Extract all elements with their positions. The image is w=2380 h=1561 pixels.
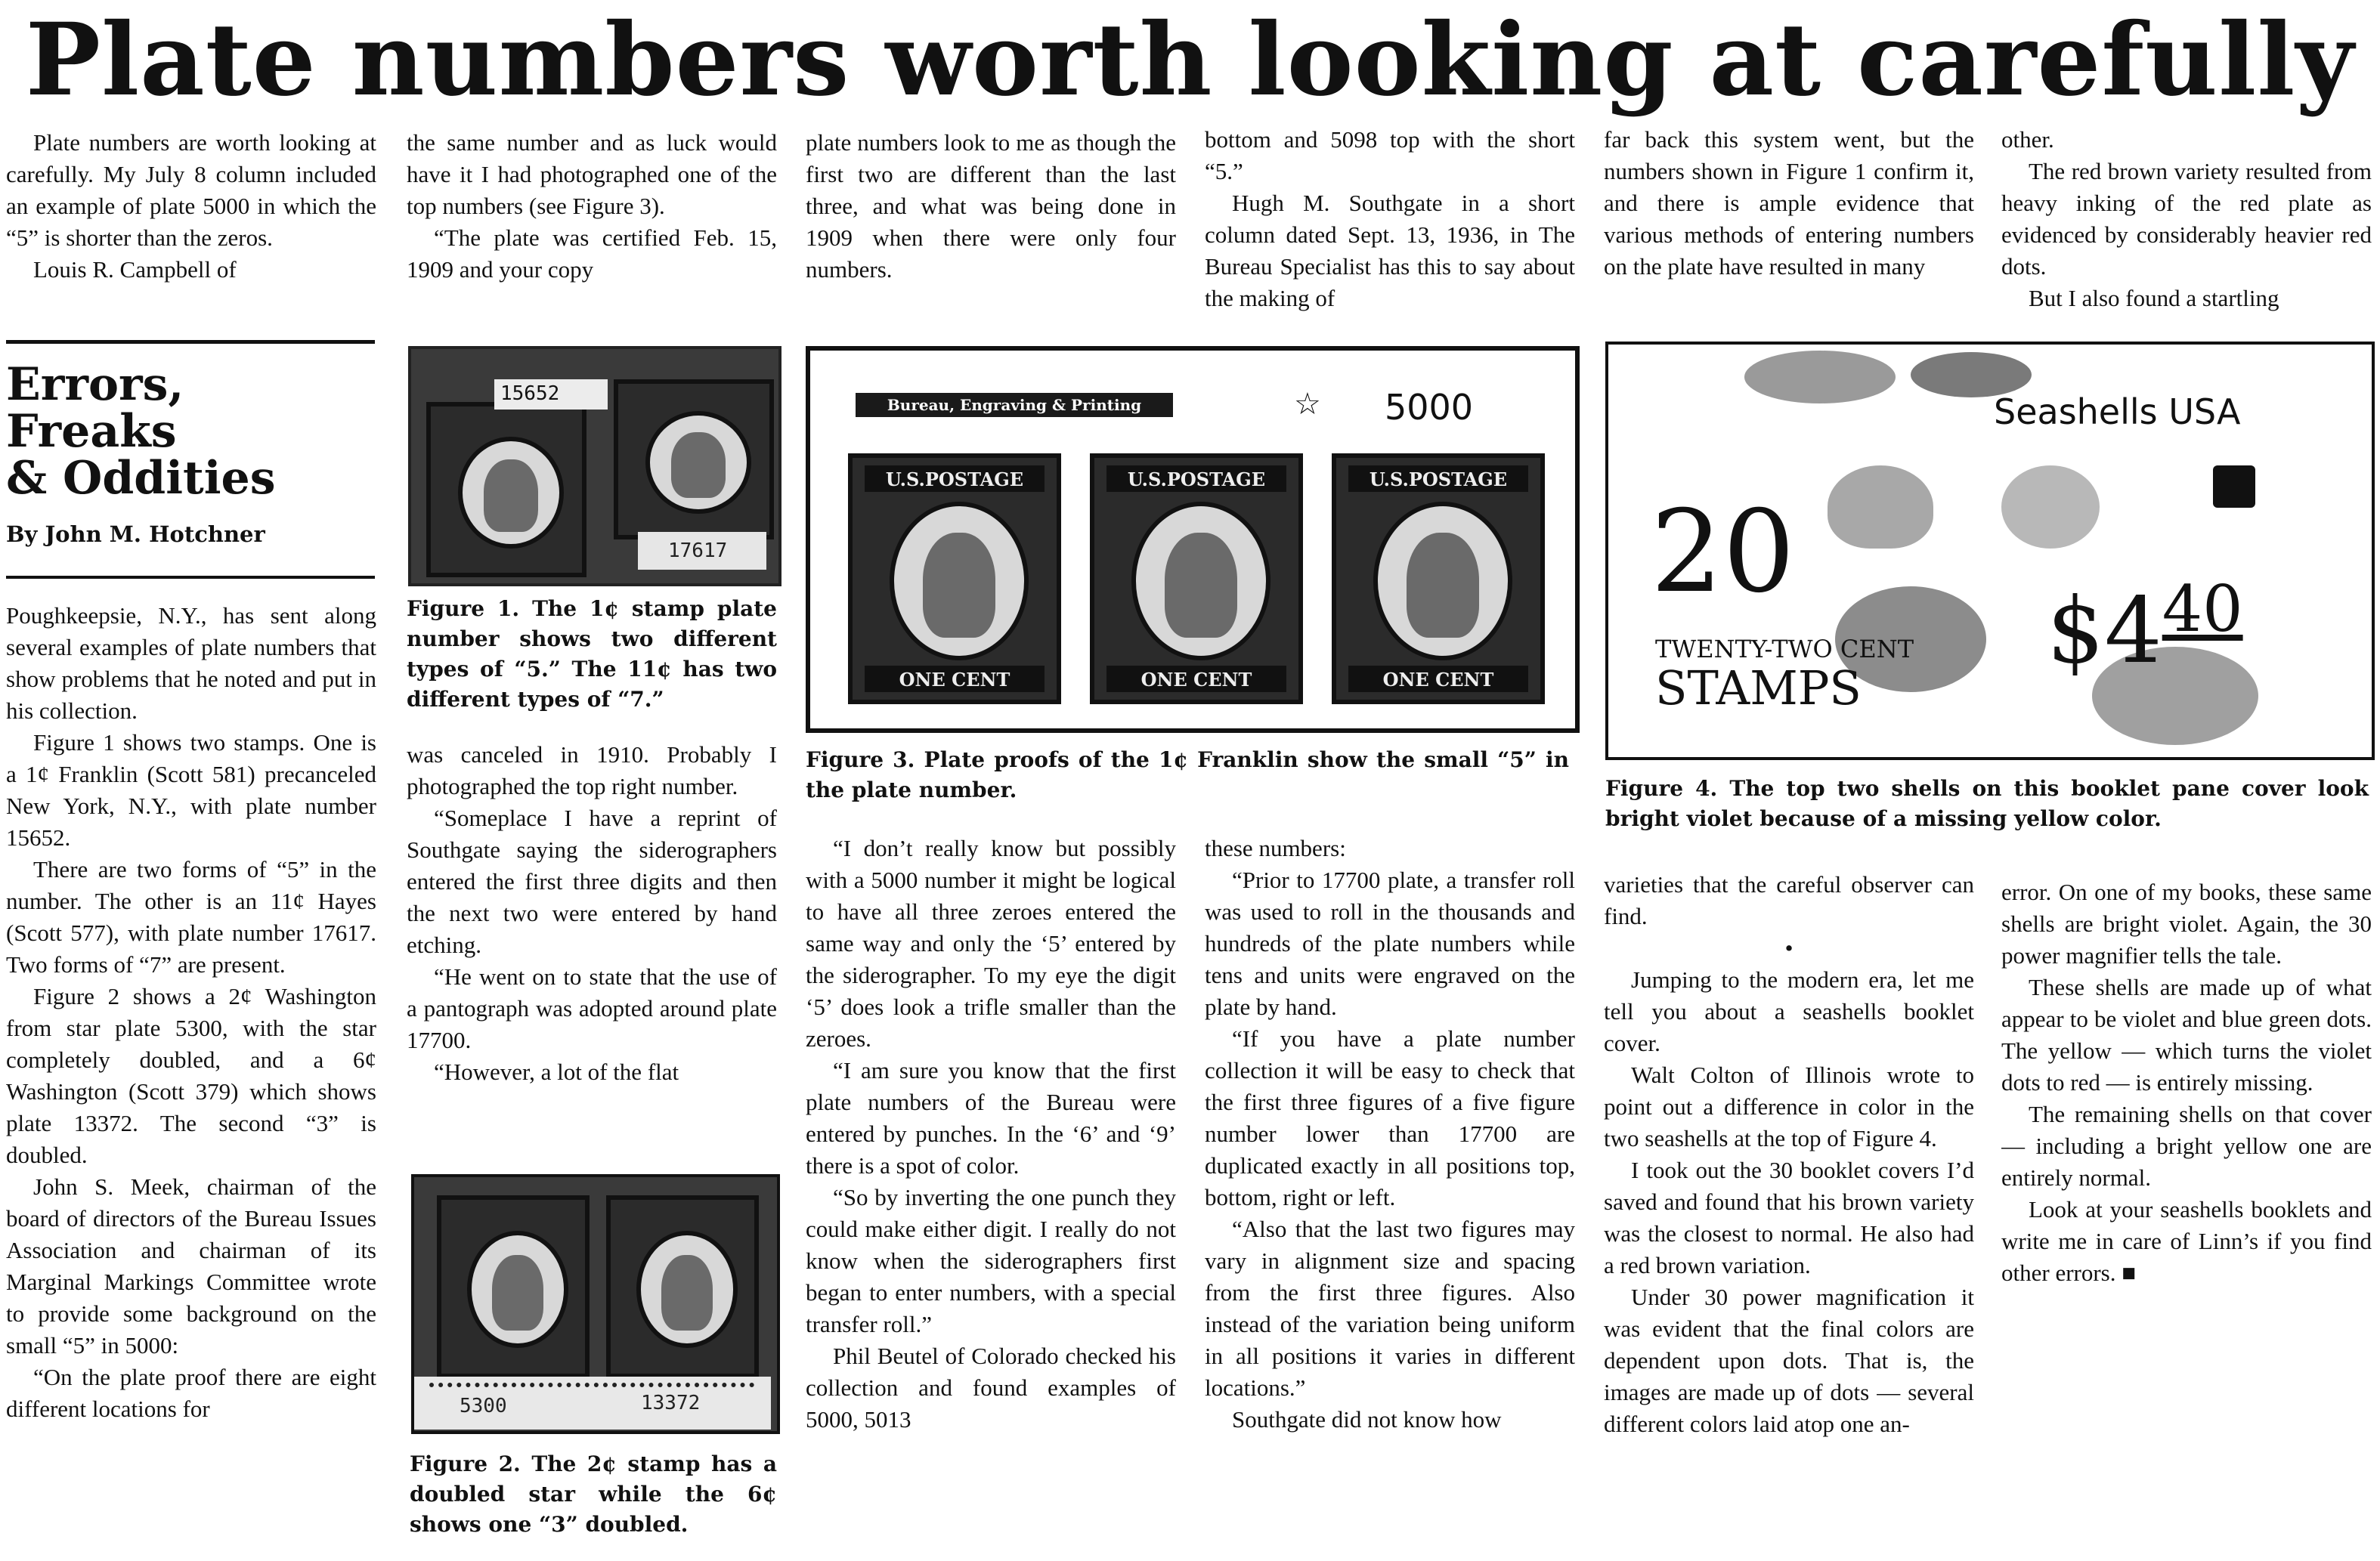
- plate-number: 13372: [641, 1392, 701, 1414]
- paragraph: Figure 2 shows a 2¢ Washington from star plate 5300, with the star completely doubled, and a 6¢ Washington (Scott 379) which shows plate 13372. The second “3” is doubled.: [6, 983, 376, 1168]
- booklet-count-words: TWENTY-TWO CENT: [1655, 635, 1914, 663]
- stamp-oval: [458, 437, 564, 549]
- headline: Plate numbers worth looking at carefully: [25, 2, 2355, 119]
- column-title: [6, 358, 376, 505]
- paragraph: was canceled in 1910. Probably I photographed the top right number.: [407, 741, 777, 799]
- paragraph: bottom and 5098 top with the short “5.”: [1205, 126, 1575, 184]
- paragraph: “On the plate proof there are eight different locations for: [6, 1364, 376, 1422]
- paragraph: other.: [2001, 126, 2054, 153]
- col2-top: [407, 127, 777, 319]
- portrait: [484, 459, 538, 531]
- paragraph: Jumping to the modern era, let me tell you about a seashells booklet cover.: [1604, 966, 1974, 1056]
- figure-2-image: [411, 1174, 780, 1434]
- figure-3-image: [806, 346, 1580, 733]
- portrait: [492, 1255, 543, 1331]
- star-icon: ☆: [1294, 387, 1321, 422]
- paragraph: Walt Colton of Illinois wrote to point out a difference in color in the two seashells at the top of Figure 4.: [1604, 1062, 1974, 1151]
- perforations: [429, 1383, 754, 1387]
- col3-top: [806, 127, 1176, 319]
- figure-3-plate-number: 5000: [1385, 387, 1474, 428]
- portrait: [1165, 533, 1238, 638]
- header-rule-top: [6, 340, 375, 344]
- plate-number: 5300: [460, 1395, 507, 1417]
- portrait: [671, 432, 726, 498]
- paragraph: Under 30 power magnification it was evident that the final colors are dependent upon dots. That is, the images are made up of dots — several different colors laid atop one an-: [1604, 1284, 1974, 1437]
- proof-stamp: [1090, 453, 1303, 704]
- col1-main: [6, 600, 376, 1556]
- paragraph: “Someplace I have a reprint of Southgate saying the siderographers entered the first three digits and then the next two were entered by hand etching.: [407, 805, 777, 958]
- stamp-oval: [467, 1231, 568, 1348]
- col3-main: [806, 833, 1176, 1556]
- stamp-oval: [645, 411, 751, 514]
- stamp-bottom-label: ONE CENT: [865, 666, 1045, 692]
- figure-2-caption: Figure 2. The 2¢ stamp has a doubled star while the 6¢ shows one “3” doubled.: [410, 1451, 777, 1537]
- shell-middle: [1828, 465, 1933, 549]
- stamp-washington-2c: [437, 1195, 590, 1378]
- stamp-franklin: [426, 402, 586, 577]
- portrait: [923, 533, 996, 638]
- paragraph: “He went on to state that the use of a pantograph was adopted around plate 17700.: [407, 963, 777, 1053]
- col4-main: [1205, 833, 1575, 1556]
- shell-right: [2001, 465, 2100, 549]
- paragraph: There are two forms of “5” in the number. The other is an 11¢ Hayes (Scott 577), with plate number 17617. Two forms of “7” are present.: [6, 856, 376, 978]
- paragraph: But I also found a startling: [2029, 285, 2279, 311]
- proof-stamp: [848, 453, 1061, 704]
- figure-1-image: [408, 346, 781, 586]
- paragraph: Southgate did not know how: [1232, 1406, 1502, 1433]
- paragraph: “So by inverting the one punch they could make either digit. I really do not know when the siderographers first began to enter numbers, with a special transfer roll.”: [806, 1184, 1176, 1337]
- paragraph: “I don’t really know but possibly with a 5000 number it might be logical to have all three zeroes entered the same way and only the ‘5’ entered by the siderographer. To my eye the digit ‘5’ does look a trifle smaller than the zeroes.: [806, 835, 1176, 1052]
- portrait: [661, 1255, 713, 1331]
- booklet-title: Seashells USA: [1994, 391, 2241, 432]
- paragraph: varieties that the careful observer can find.: [1604, 871, 1974, 929]
- header-rule-bottom: [6, 576, 375, 579]
- shell-top-right: [1911, 352, 2032, 397]
- paragraph: Phil Beutel of Colorado checked his collection and found examples of 5000, 5013: [806, 1343, 1176, 1433]
- stamp-oval: [1131, 502, 1271, 660]
- stamp-oval: [890, 502, 1029, 660]
- booklet-count: 20: [1651, 487, 1795, 618]
- paragraph: error. On one of my books, these same shells are bright violet. Again, the 30 power magnifier tells the tale.: [2001, 879, 2372, 969]
- col1-top: [6, 127, 376, 319]
- stamp-top-label: U.S.POSTAGE: [865, 465, 1045, 492]
- paragraph: plate numbers look to me as though the first two are different than the last three, and what was being done in 1909 when there were only four numbers.: [806, 129, 1176, 283]
- column-title-line: Errors,: [6, 358, 184, 411]
- col4-top: [1205, 124, 1575, 316]
- paragraph: I took out the 30 booklet covers I’d saved and found that his brown variety was the closest to normal. He also had a red brown variation.: [1604, 1157, 1974, 1278]
- paragraph: Plate numbers are worth looking at carefully. My July 8 column included an example of plate 5000 in which the “5” is shorter than the zeros.: [6, 129, 376, 251]
- stamp-hayes: [614, 379, 774, 539]
- stamp-top-label: U.S.POSTAGE: [1348, 465, 1528, 492]
- paragraph: These shells are made up of what appear to be violet and blue green dots. The yellow — which turns the violet dots to red — is entirely missing.: [2001, 974, 2372, 1096]
- plate-number: 15652: [500, 382, 560, 405]
- paragraph: “Prior to 17700 plate, a transfer roll was used to roll in the thousands and hundreds of the plate numbers while tens and units were engraved on the plate by hand.: [1205, 867, 1575, 1020]
- plate-number: 17617: [668, 539, 728, 562]
- stamp-bottom-label: ONE CENT: [1106, 666, 1286, 692]
- proof-stamp: [1332, 453, 1545, 704]
- paragraph: Poughkeepsie, N.Y., has sent along several examples of plate numbers that show problems that he noted and put in his collection.: [6, 602, 376, 724]
- shell-top-left: [1744, 351, 1896, 403]
- imprint-line: Bureau, Engraving & Printing: [856, 393, 1173, 417]
- paragraph: The remaining shells on that cover — including a bright yellow one are entirely normal.: [2001, 1101, 2372, 1191]
- portrait: [1407, 533, 1480, 638]
- col6-main: [2001, 876, 2372, 1405]
- paragraph: Louis R. Campbell of: [33, 256, 237, 283]
- stamp-bottom-label: ONE CENT: [1348, 666, 1528, 692]
- paragraph: Figure 1 shows two stamps. One is a 1¢ Franklin (Scott 581) precanceled New York, N.Y., with plate number 15652.: [6, 729, 376, 851]
- stamp-washington-6c: [606, 1195, 759, 1378]
- paragraph: these numbers:: [1205, 835, 1346, 861]
- paragraph: the same number and as luck would have it I had photographed one of the top numbers (see Figure 3).: [407, 129, 777, 219]
- price-cents: 40: [2162, 572, 2243, 646]
- col5-top: [1604, 124, 1974, 316]
- paragraph: “The plate was certified Feb. 15, 1909 and your copy: [407, 224, 777, 283]
- stamp-top-label: U.S.POSTAGE: [1106, 465, 1286, 492]
- column-title-line: Freaks: [6, 405, 177, 458]
- price-dollars: $4: [2047, 579, 2162, 684]
- paragraph: “However, a lot of the flat: [434, 1059, 679, 1085]
- column-title-line: & Oddities: [6, 452, 276, 505]
- paragraph: Hugh M. Southgate in a short column dated Sept. 13, 1936, in The Bureau Specialist has this to say about the making of: [1205, 190, 1575, 311]
- eagle-logo-icon: [2213, 465, 2255, 508]
- paragraph: “Also that the last two figures may vary in alignment size and spacing from the first three figures. Also instead of the variation being uniform in all positions it varies in different locations.”: [1205, 1216, 1575, 1401]
- paragraph: John S. Meek, chairman of the board of directors of the Bureau Issues Association and chairman of its Marginal Markings Committee wrote to provide some background on the small “5” in 5000:: [6, 1173, 376, 1359]
- figure-1-caption: Figure 1. The 1¢ stamp plate number shows two different types of “5.” The 11¢ has two different types of “7.”: [407, 596, 777, 712]
- col5-main: [1604, 869, 1974, 1556]
- figure-4-caption: Figure 4. The top two shells on this booklet pane cover look bright violet because of a missing yellow color.: [1605, 776, 2369, 831]
- stamp-oval: [1373, 502, 1513, 660]
- figure-3-caption: Figure 3. Plate proofs of the 1¢ Franklin show the small “5” in the plate number.: [806, 747, 1569, 802]
- paragraph: far back this system went, but the numbers shown in Figure 1 confirm it, and there is ample evidence that various methods of entering numbers on the plate have resulted in many: [1604, 126, 1974, 280]
- paragraph: The red brown variety resulted from heavy inking of the red plate as evidenced by considerably heavier red dots.: [2001, 158, 2372, 280]
- paragraph: Look at your seashells booklets and write me in care of Linn’s if you find other errors. ■: [2001, 1196, 2372, 1286]
- paragraph: “If you have a plate number collection it will be easy to check that the first three figures of a five figure number lower than 17700 are duplicated exactly in all positions top, bottom, right or left.: [1205, 1025, 1575, 1210]
- paragraph: “I am sure you know that the first plate numbers of the Bureau were entered by punches. In the ‘6’ and ‘9’ there is a spot of color.: [806, 1057, 1176, 1179]
- col6-top: [2001, 124, 2372, 316]
- col2-main: [407, 739, 777, 1138]
- stamp-oval: [636, 1231, 738, 1348]
- booklet-price: [2047, 564, 2243, 684]
- figure-4-image: [1605, 342, 2375, 760]
- booklet-stamps-word: STAMPS: [1655, 660, 1862, 716]
- section-bullet: •: [1784, 935, 1794, 961]
- byline: By John M. Hotchner: [6, 521, 265, 547]
